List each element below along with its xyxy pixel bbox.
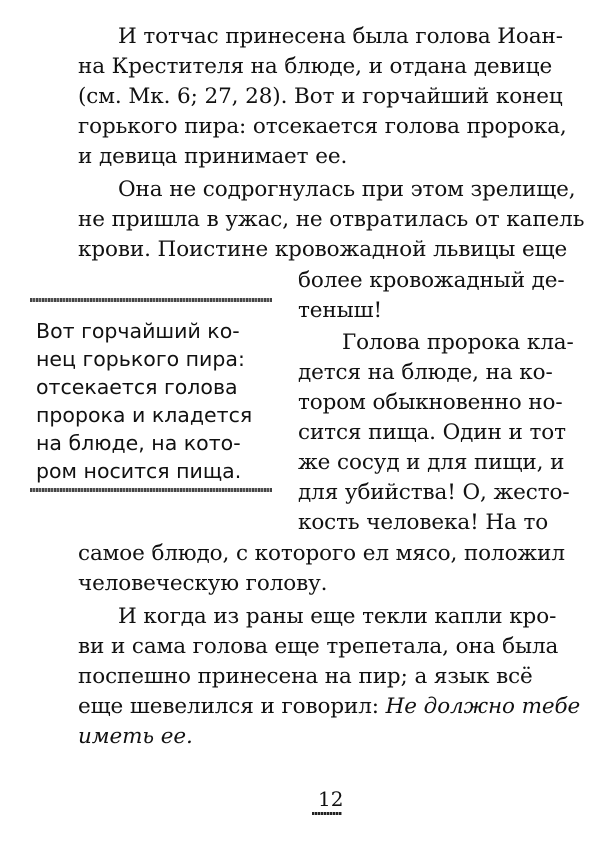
body-line: И тотчас принесена была голова Иоан- xyxy=(118,24,563,49)
page-number-ornament xyxy=(312,812,342,815)
pull-quote-line: ром носится пища. xyxy=(36,459,242,483)
pull-quote-line: на блюде, на кото- xyxy=(36,431,241,455)
body-line: Она не содрогнулась при этом зрелище, xyxy=(118,177,576,202)
italic-quote: Не должно тебе xyxy=(385,694,581,719)
body-line: и девица принимает ее. xyxy=(78,144,348,169)
body-line xyxy=(78,692,580,721)
body-text: еще шевелился и говорил: xyxy=(78,694,386,719)
body-line: кость человека! На то xyxy=(298,510,549,535)
body-line: поспешно принесена на пир; а язык всё xyxy=(78,664,533,689)
body-line: Голова пророка кла- xyxy=(342,330,574,355)
body-line: ви и сама голова еще трепетала, она была xyxy=(78,634,559,659)
body-line: не пришла в ужас, не отвратилась от капель xyxy=(78,207,585,232)
body-line: сится пища. Один и тот xyxy=(298,420,566,445)
body-line: теныш! xyxy=(298,298,383,323)
body-line: горького пира: отсекается голова пророка, xyxy=(78,114,567,139)
body-line: тором обыкновенно но- xyxy=(298,390,563,415)
body-line: дется на блюде, на ко- xyxy=(298,360,553,385)
italic-quote: иметь ее. xyxy=(78,724,193,749)
pull-quote-top-rule xyxy=(30,298,272,302)
body-line: человеческую голову. xyxy=(78,571,328,596)
body-line: более кровожадный де- xyxy=(298,268,565,293)
pull-quote xyxy=(30,298,272,498)
page-number: 12 xyxy=(318,787,344,811)
pull-quote-bottom-rule xyxy=(30,488,272,492)
pull-quote-line: отсекается голова xyxy=(36,375,238,399)
body-line: же сосуд и для пищи, и xyxy=(298,450,565,475)
body-line: для убийства! О, жесто- xyxy=(298,480,570,505)
body-line: на Крестителя на блюде, и отдана девице xyxy=(78,54,553,79)
pull-quote-line: пророка и кладется xyxy=(36,403,253,427)
body-line xyxy=(78,722,193,751)
pull-quote-line: нец горького пира: xyxy=(36,347,245,371)
pull-quote-line: Вот горчайший ко- xyxy=(36,319,240,343)
body-line: самое блюдо, с которого ел мясо, положил xyxy=(78,541,565,566)
body-line: И когда из раны еще текли капли кро- xyxy=(118,604,557,629)
body-line: крови. Поистине кровожадной львицы еще xyxy=(78,237,568,262)
body-line: (см. Мк. 6; 27, 28). Вот и горчайший конец xyxy=(78,84,563,109)
